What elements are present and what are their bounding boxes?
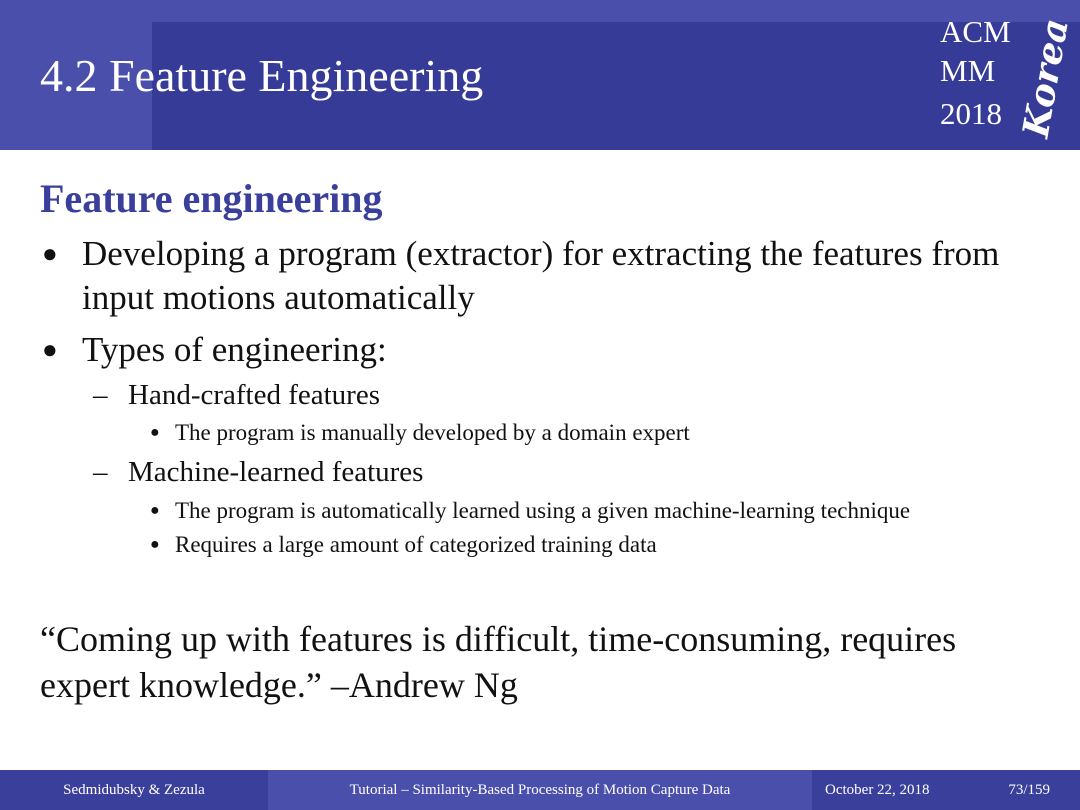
andrew-ng-quote: “Coming up with features is difficult, time-consuming, requires expert knowledge.” –Andrew Ng bbox=[40, 619, 957, 705]
slide-content bbox=[0, 150, 1080, 770]
slide-header bbox=[0, 0, 1080, 150]
logo-line-year: 2018 bbox=[940, 96, 1002, 131]
subitem-hand-crafted: Hand-crafted features bbox=[128, 379, 380, 411]
logo-line-acm: ACM bbox=[940, 14, 1011, 49]
dash-icon: – bbox=[93, 456, 108, 488]
footer-page-number: 73/159 bbox=[1008, 782, 1050, 798]
section-title: Feature engineering bbox=[40, 176, 383, 221]
header-top-band bbox=[0, 0, 1080, 22]
dash-icon: – bbox=[93, 379, 108, 411]
subsubitem-manually-developed: The program is manually developed by a domain expert bbox=[175, 420, 690, 445]
bullet-dot-icon: ● bbox=[42, 239, 58, 268]
small-bullet-icon: ● bbox=[150, 424, 160, 441]
bullet-developing-program: Developing a program (extractor) for extracting the features from input motions automatically bbox=[82, 234, 1000, 317]
bullet-dot-icon: ● bbox=[42, 335, 58, 364]
bullet-types-of-engineering: Types of engineering: bbox=[82, 330, 387, 369]
conference-logo bbox=[930, 14, 1077, 141]
footer-talk-title: Tutorial – Similarity-Based Processing of Motion Capture Data bbox=[268, 770, 812, 810]
slide-footer bbox=[0, 770, 1080, 810]
footer-date: October 22, 2018 bbox=[825, 782, 930, 798]
slide-title: 4.2 Feature Engineering bbox=[40, 50, 484, 101]
logo-script-korea: Korea bbox=[1014, 15, 1077, 141]
small-bullet-icon: ● bbox=[150, 502, 160, 519]
subitem-machine-learned: Machine-learned features bbox=[128, 456, 424, 488]
subsubitem-automatically-learned: The program is automatically learned using a given machine-learning technique bbox=[175, 498, 911, 523]
logo-line-mm: MM bbox=[940, 53, 996, 88]
small-bullet-icon: ● bbox=[150, 536, 160, 553]
footer-authors: Sedmidubsky & Zezula bbox=[0, 770, 268, 810]
subsubitem-training-data: Requires a large amount of categorized training data bbox=[175, 532, 657, 557]
footer-date-page bbox=[812, 770, 1080, 810]
